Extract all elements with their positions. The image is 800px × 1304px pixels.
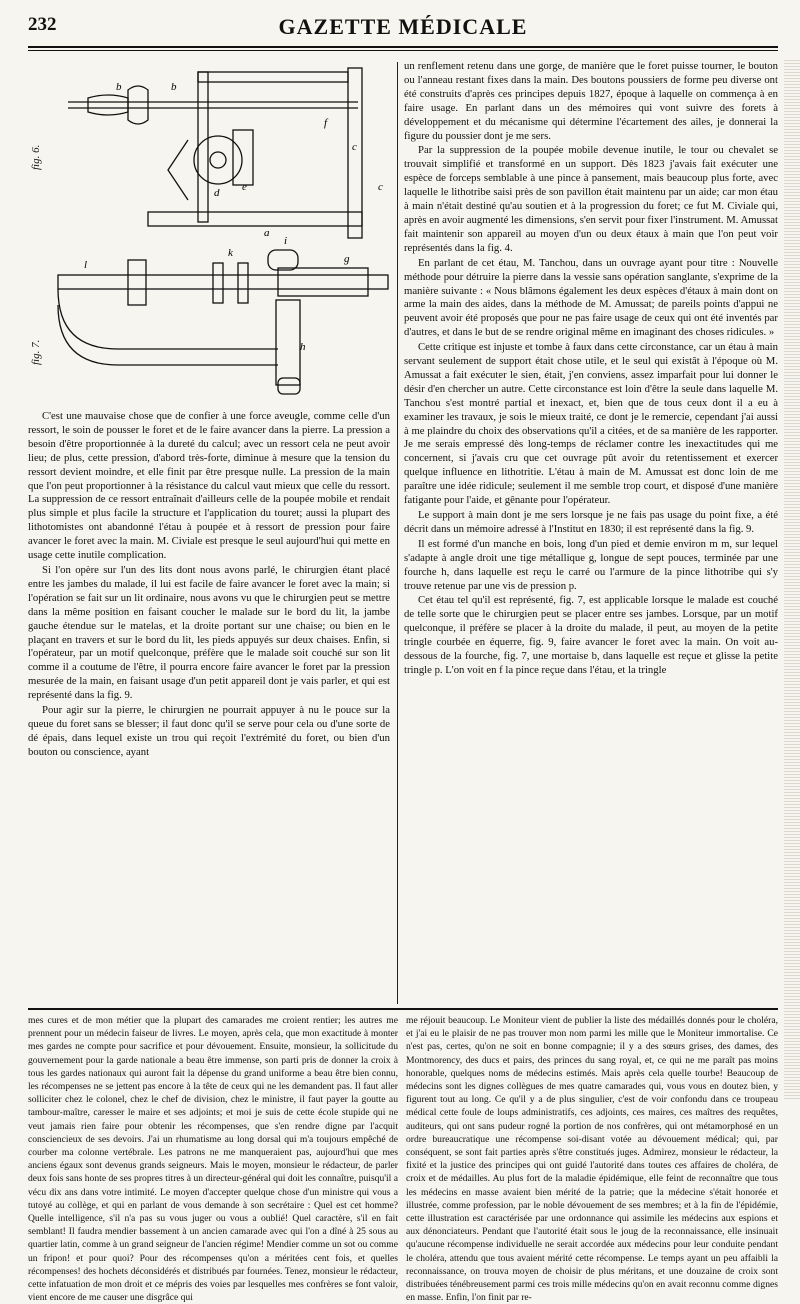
left-paragraph-3: Pour agir sur la pierre, le chirurgien ne pourrait appuyer à nu le pouce sur la queue du foret sans se blesser; il faut donc qu'il se serve pour cela ou d'une sorte de dé épais, dans lequel existe un trou qui reçoit l'extrémité du foret, ou bien d'un bouton ou conscience, ayant xyxy=(28,704,390,758)
right-paragraph-1: un renflement retenu dans une gorge, de manière que le foret puisse tourner, le bouton ou l'anneau restant fixes dans la main. Des boutons poussiers de forme peu diverse ont été construits d'après ces principes depuis 1827, époque à laquelle on commença à en faire usage. En parlant dans un des mémoires qui vont suivre des forets à développement et du mécanisme qui détermine l'écartement des ailes, je donnerai la figure du poussier dont je me sers. xyxy=(404,60,778,142)
fig7-label-g: g xyxy=(344,253,350,265)
fig7-drawing xyxy=(58,250,388,394)
header-rule-thin xyxy=(28,50,778,51)
right-paragraph-2: Par la suppression de la poupée mobile devenue inutile, le tour ou chevalet se trouvait simplifié et transformé en un support. Dès 1823 j'avais fait exécuter une espèce de forceps semblable à une pince à pansement, mais beaucoup plus forte, avec laquelle le lithotribe saisi près de son pavillon était maintenu par un aide; car mon étau à main n'était destiné qu'au soutien et à la progression du foret; ce fut M. Civiale qui, après en avoir augmenté les dimensions, s'en servit pour fixer l'instrument. M. Amussat fait maintenir son appareil au moyen d'un ou deux étaux à main que l'on peut voir représentés dans la fig. 4. xyxy=(404,144,778,254)
left-paragraph-1: C'est une mauvaise chose que de confier à une force aveugle, comme celle d'un ressort, le soin de pousser le foret et de le faire avancer dans la pierre. La pression a besoin d'être proportionnée à la dureté du calcul; avec un ressort cela ne peut avoir lieu; de plus, cette pression, d'abord très-forte, diminue à mesure que la tension du ressort devient moindre, et elle finit par être presque nulle. La pression de la main que l'on peut proportionner à la résistance du calcul vaut mieux que celle du ressort. La suppression de ce ressort entraînait d'ailleurs celle de la poupée mobile et rendait plus simple et plus facile la structure et l'application du touret; aussi la plupart des lithotomistes ont abandonné l'étau à poupée et à ressort de pression pour faire avancer le foret avec la main. M. Civiale est presque le seul aujourd'hui qui mette en usage cette inutile complication. xyxy=(28,410,390,562)
fig7-label-h: h xyxy=(300,341,306,353)
fig7-label-k: k xyxy=(228,247,233,259)
fig6-label-c1: c xyxy=(352,141,357,153)
right-paragraph-3: En parlant de cet étau, M. Tanchou, dans un ouvrage ayant pour titre : Nouvelle méthode pour détruire la pierre dans la vessie sans opération sanglante, s'exprime de la manière suivante : « Nous blâmons également les deux espèces d'étaux à main dont on arme la main des aides, dans la méthode de M. Amussat; de pareils points d'appui ne peuvent avoir été proposés que pour ne pas faire usage de ceux qui ont été inventés par d'autres, et dans le but de se rendre original même en imaginant des choses ridicules. » xyxy=(404,256,778,339)
left-column xyxy=(28,410,390,1004)
fig6-label-e: e xyxy=(242,181,247,193)
left-paragraph-2: Si l'on opère sur l'un des lits dont nous avons parlé, le chirurgien étant placé entre les jambes du malade, il lui est facile de faire avancer le foret avec la main; si l'opération se fait sur un lit ordinaire, nous avons vu que le chirurgien peut se mettre dans la même position en faisant coucher le malade sur le bord du lit, la jambe gauche étendue sur le matelas, et la droite portant sur une chaise; ou bien en le plaçant en travers et sur le bord du lit, les pieds appuyés sur deux chaises. Enfin, si l'opérateur, par un motif quelconque, préfère que le malade soit couché sur son lit comme il a coutume de l'être, il pourra encore faire avancer le foret par la pression mesurée de la main, en faisant usage d'un petit appareil dont je vais parler, et qui est représenté dans la fig. 9. xyxy=(28,563,390,702)
fig7-caption: fig. 7. xyxy=(30,339,42,365)
instrument-illustrations xyxy=(28,60,393,400)
feuilleton-rule xyxy=(28,1008,778,1010)
fig6-drawing xyxy=(68,68,362,238)
page-number: 232 xyxy=(28,14,57,35)
right-paragraph-6: Il est formé d'un manche en bois, long d'un pied et demie environ m m, sur lequel s'adapte à angle droit une tige métallique g, longue de sept pouces, terminée par une fourche h, dans laquelle est reçu le carré ou l'armure de la pince lithotribe qui s'y trouve retenue par une vis de pression p. xyxy=(404,537,778,592)
right-paragraph-4: Cette critique est injuste et tombe à faux dans cette circonstance, car un étau à main servant seulement de support était chose utile, et le seul qui existât à l'époque où M. Amussat a fait exécuter le sien, était, j'en conviens, assez imparfait pour lui donner le désir d'en chercher un autre. Cette circonstance est loin d'être la seule dans laquelle M. Tanchou s'est montré partial et inexact, et, bien que de tous ceux dont il a eu à examiner les travaux, je sois le mieux traité, ce dont je le remercie, cependant j'ai aussi à me plaindre du choix des observations qu'il a citées, et de sa manière de les rapporter. Je me serais empressé dès long-temps de réclamer contre les inexactitudes qui me concernent, si j'avais cru que cet ouvrage pût avoir du retentissement et exercer quelque influence en lithotritie. L'étau à main de M. Amussat est donc loin de me paraître une idée ridicule; seulement il me semble trop court, et disposé d'une manière fatigante pour l'aide, et gênante pour l'opérateur. xyxy=(404,341,778,507)
fig7-label-i: i xyxy=(284,235,288,247)
fig6-label-d: d xyxy=(214,187,220,199)
feuilleton-right xyxy=(406,1014,778,1304)
fig6-label-a: a xyxy=(264,227,270,239)
feuilleton-left xyxy=(28,1014,398,1304)
right-paragraph-5: Le support à main dont je me sers lorsque je ne fais pas usage du point fixe, a été décrit dans un mémoire adressé à l'Institut en 1830; il est représenté dans la fig. 9. xyxy=(404,509,778,535)
fig6-label-f: f xyxy=(324,117,328,129)
column-divider xyxy=(397,62,398,1004)
feuilleton-right-text: me réjouit beaucoup. Le Moniteur vient de publier la liste des médaillés donnés pour le choléra, et j'ai eu le plaisir de ne pas trouver mon nom parmi les mille que le Moniteur immortalise. Ce n'est pas, certes, qu'on ne soit en bonne compagnie; il y a des sœurs grises, des dames, des Montmorency, des ducs et pairs, des princes du sang royal, et, ce qui ne me paraît pas moins honorable, quelques noms de médecins estimés. Mais après cela quelle tourbe! Beaucoup de médecins sont les dignes collègues de mes quatre camarades qui, vous vous en doutez bien, y figurent tout au long. Ce qu'il y a de plus singulier, c'est de voir confondu dans ce troupeau médical cette foule de loups administratifs, ces adjoints, ces maires, ces maîtres des requêtes, auditeurs, qui ont sans pudeur rogné la portion de nos confrères, qui ont métamorphosé en un ordre bureaucratique une récompense soi-disant votée au dévouement médical; qui, par conséquent, se sont fait parties après s'être constitués juges. Admirez, monsieur le rédacteur, la fixité et la justice des principes qui ont guidé l'autorité dans toutes ces affaires de choléra, de croix et de médailles. Au plus fort de la maladie épidémique, elle feint de reconnaître que tous les médecins en masse avaient bien mérité de la patrie; que la médecine s'était honorée et illustrée, comme profession, par le noble dévouement de ses membres; et à la fin de l'épidémie, cette illustration est caractérisée par une ordonnance qui assimile les médecins aux espions et aux dénonciateurs. Pendant que l'autorité était sous le joug de la reconnaissance, elle insinuait qu'aucune récompense individuelle ne serait accordée aux médecins pour leur conduite pendant le choléra, attendu que tous avaient mérité cette récompense. Le temps ayant un peu affaibli la reconnaissance, on trouva moyen de choisir de plus méritans, et une douzaine de croix sont distribuées ténébreusement parmi ces trois mille médecins qu'on en avait reconnu comme dignes en masse. Enfin, l'on finit par re- xyxy=(406,1015,778,1304)
page-edge xyxy=(784,60,800,1100)
journal-title: GAZETTE MÉDICALE xyxy=(278,14,528,39)
fig7-label-l: l xyxy=(84,259,88,271)
right-column xyxy=(404,60,778,1004)
feuilleton-left-text: mes cures et de mon métier que la plupart des camarades me croient rentier; les autres me prennent pour un médecin faiseur de livres. Le moyen, après cela, que mon exactitude à monter mes gardes ne compte pour sacrifice et pour dévouement. Ensuite, monsieur, la sollicitude du gouvernement pour la garde nationale a beau être immense, son parti pris de donner la croix à tous les gardes nationaux qui auront fait la dépense du grand uniforme a beau être bien connu, les récompenses ne se jettent pas encore à la tête de ceux qui ne les demandent pas. Il faut aller solliciter chez le colonel, chez le chef de division, chez le ministre, il faut payer la goutte au tambour-maître, caresser le maire et ses adjoints; et moi je suis de cette école stupide qui ne veut jamais rien faire pour obtenir les récompenses, que s'en rendre digne par l'acquit consciencieux de ses devoirs. J'ai un rhumatisme au long dorsal qui m'a toujours empêché de courber ma colonne vertébrale. Les patrons ne me manqueraient pas, aujourd'hui que mes anciens égaux sont devenus grands seigneurs. Mais le moyen, monsieur le rédacteur, de parler deux fois sans honte de ses propres titres à un directeur-général qui doit les connaître, puisqu'il a vécu dix ans dans votre intimité. Le moyen d'accepter quelque chose d'un ministre qui vous a tutoyé au collège, et qui en parlant de vous demande à son secrétaire : Quel est cet homme? Quelle intelligence, s'il n'a pas su vous juger ou vous a oublié! Quel caractère, s'il en fait semblant! Il faudra mendier bassement à un ancien camarade avec qui l'on a dîné à 25 sous au quartier latin, comme à un grand seigneur de l'ancien régime! Mendier comme un sot ou comme un fripon! et pour quoi? Pour des récompenses qu'on a méritées cent fois, et quelles récompenses! des hochets déconsidérés et distribués par fournées. Tenez, monsieur le rédacteur, cette infatuation de mon droit et ce mépris des voies par lesquelles mes confrères se font valoir, vient encore de me causer une disgrâce qui xyxy=(28,1015,398,1304)
header-rule xyxy=(28,46,778,48)
fig6-label-b1: b xyxy=(116,81,122,93)
page-header xyxy=(28,14,778,42)
fig6-label-c2: c xyxy=(378,181,383,193)
fig6-label-b2: b xyxy=(171,81,177,93)
right-paragraph-7: Cet étau tel qu'il est représenté, fig. 7, est applicable lorsque le malade est couché de telle sorte que le chirurgien peut se placer entre ses jambes. Lorsque, par un motif quelconque, il préfère se placer à la droite du malade, il peut, au moyen de la petite tringle courbée en équerre, fig. 9, faire avancer le foret avec la main. On voit au-dessous de la fourche, fig. 7, une mortaise b, dans laquelle est reçue et glisse la petite tringle p. L'on voit en f la pince reçue dans l'étau, et la tringle xyxy=(404,594,778,676)
fig6-caption: fig. 6. xyxy=(30,144,42,170)
figures-area xyxy=(28,60,393,400)
